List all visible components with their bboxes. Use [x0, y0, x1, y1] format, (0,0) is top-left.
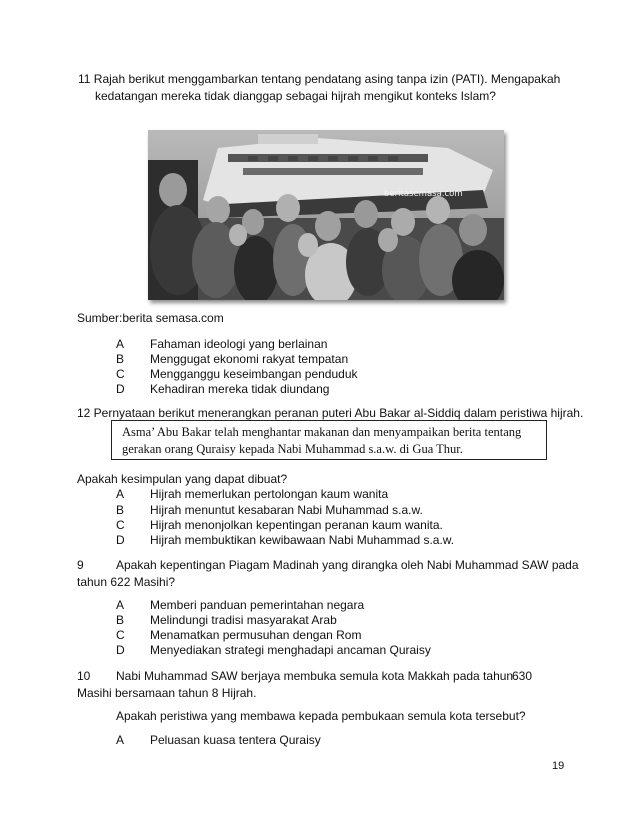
q10-stem-line2: Masihi bersamaan tahun 8 Hijrah.: [77, 686, 257, 700]
refugee-boat-photo: [148, 130, 504, 300]
q9-option-d-letter: D: [116, 643, 125, 657]
q10-option-a-letter: A: [116, 733, 125, 747]
q11-option-d-letter: D: [116, 382, 125, 396]
q11-source: Sumber:berita semasa.com: [77, 311, 224, 325]
q12-stem: 12 Pernyataan berikut menerangkan peranan puteri Abu Bakar al-Siddiq dalam peristiwa hijrah.: [77, 406, 584, 420]
q12-option-b-text: Hijrah menuntut kesabaran Nabi Muhammad s.a.w.: [150, 503, 423, 517]
q11-option-b-text: Menggugat ekonomi rakyat tempatan: [150, 352, 349, 366]
q9-option-b-text: Melindungi tradisi masyarakat Arab: [150, 613, 337, 627]
q10-stem-line1: Nabi Muhammad SAW berjaya membuka semula kota Makkah pada tahun: [116, 669, 514, 683]
q10-year: 630: [512, 669, 533, 683]
q12-quote-line2: gerakan orang Quraisy kepada Nabi Muhammad s.a.w. di Gua Thur.: [122, 442, 463, 456]
q9-stem-line2: tahun 622 Masihi?: [77, 575, 176, 589]
q12-option-a-text: Hijrah memerlukan pertolongan kaum wanita: [150, 487, 389, 501]
q11-option-c-letter: C: [116, 367, 125, 381]
q9-option-a-letter: A: [116, 598, 125, 612]
q10-prompt: Apakah peristiwa yang membawa kepada pembukaan semula kota tersebut?: [116, 709, 526, 723]
q12-prompt: Apakah kesimpulan yang dapat dibuat?: [77, 472, 288, 486]
q11-option-c-text: Mengganggu keseimbangan penduduk: [150, 367, 358, 381]
photo-watermark: beritasemasa.com: [384, 189, 463, 199]
q12-option-d-text: Hijrah membuktikan kewibawaan Nabi Muhammad s.a.w.: [150, 533, 455, 547]
q12-option-a-letter: A: [116, 487, 125, 501]
q9-number: 9: [77, 558, 84, 572]
q9-option-d-text: Menyediakan strategi menghadapi ancaman Quraisy: [150, 643, 431, 657]
q9-option-b-letter: B: [116, 613, 125, 627]
q12-quote-box: [111, 420, 547, 460]
q10-option-a-text: Peluasan kuasa tentera Quraisy: [150, 733, 321, 747]
q9-option-a-text: Memberi panduan pemerintahan negara: [150, 598, 365, 612]
q11-option-a-text: Fahaman ideologi yang berlainan: [150, 337, 328, 351]
q10-number: 10: [77, 669, 91, 683]
q11-stem-line2: kedatangan mereka tidak dianggap sebagai hijrah mengikut konteks Islam?: [95, 89, 496, 103]
q9-option-c-text: Menamatkan permusuhan dengan Rom: [150, 628, 362, 642]
q11-stem-line1: 11 Rajah berikut menggambarkan tentang pendatang asing tanpa izin (PATI). Mengapakah: [78, 72, 561, 86]
q12-quote-line1: Asma’ Abu Bakar telah menghantar makanan dan menyampaikan berita tentang: [122, 425, 522, 439]
q9-option-c-letter: C: [116, 628, 125, 642]
q11-option-a-letter: A: [116, 337, 125, 351]
q12-option-b-letter: B: [116, 503, 125, 517]
page-number: 19: [552, 760, 565, 772]
q9-stem-line1: Apakah kepentingan Piagam Madinah yang dirangka oleh Nabi Muhammad SAW pada: [116, 558, 579, 572]
q12-option-c-letter: C: [116, 518, 125, 532]
q11-option-b-letter: B: [116, 352, 125, 366]
q12-option-c-text: Hijrah menonjolkan kepentingan peranan kaum wanita.: [150, 518, 443, 532]
q11-option-d-text: Kehadiran mereka tidak diundang: [150, 382, 330, 396]
q12-option-d-letter: D: [116, 533, 125, 547]
